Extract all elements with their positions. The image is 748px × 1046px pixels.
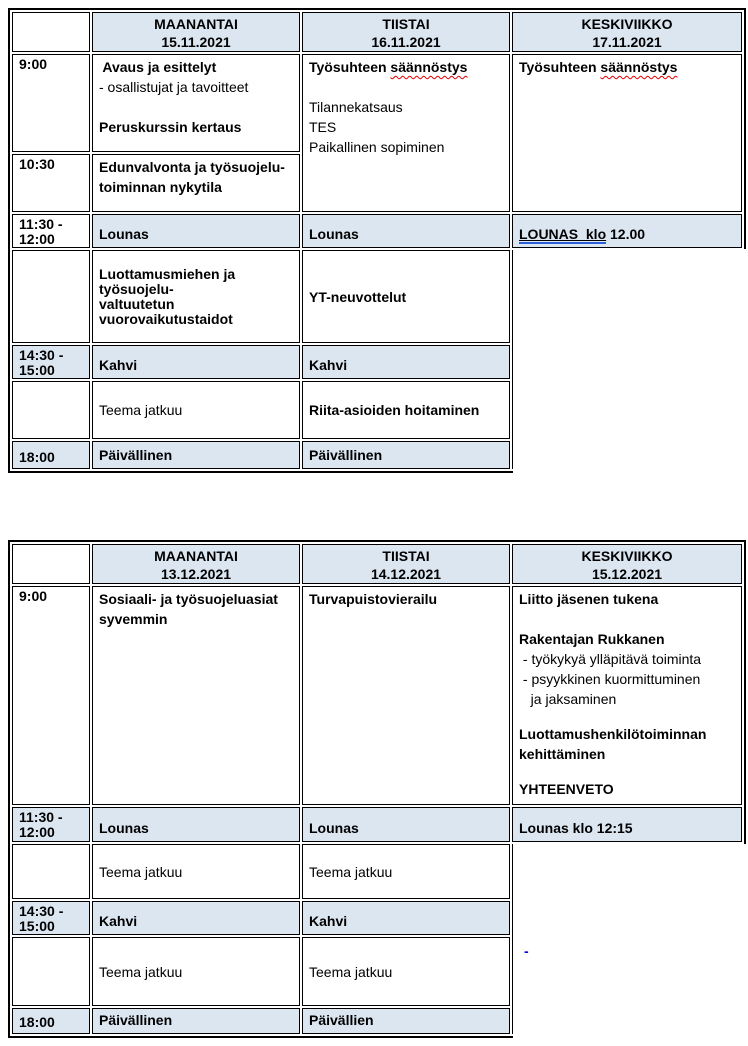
time-label: 9:00 [19,588,48,604]
cell-tuesday-lunch [302,214,510,248]
cell-monday-advocacy [92,154,300,212]
day-date: 17.11.2021 [592,34,662,50]
schedule-table-week1 [8,8,746,473]
day-name: MAANANTAI [154,548,238,564]
cell-tuesday-dinner [302,1008,510,1034]
corner-cell [12,544,90,584]
cell-monday-dinner [92,441,300,469]
cell-tuesday-topic [302,54,510,212]
cell-monday-pm2 [92,937,300,1006]
meal-label: Päivällinen [99,1012,173,1028]
day-date: 15.11.2021 [161,34,231,50]
time-label: 10:30 [19,156,55,172]
table-border-left [8,8,10,473]
cell-tuesday-pm1 [302,844,510,899]
time-cell-coffee [12,345,90,379]
session-title: Luottamushenkilötoiminnan [519,726,707,742]
meal-label: Lounas [99,226,149,242]
session-title: Avaus ja esittelyt [99,59,217,75]
session-title: työsuojelu- [99,280,174,297]
day-name: KESKIVIIKKO [581,548,673,564]
cell-tuesday-topic [302,586,510,805]
table-border-bottom [8,471,513,473]
cell-tuesday-pm2 [302,937,510,1006]
corner-cell [12,12,90,52]
misspelled-word: säännöstys [600,59,678,75]
cell-tuesday-coffee [302,345,510,379]
meal-label: Kahvi [99,913,138,929]
cell-monday-coffee [92,345,300,379]
session-title: kehittäminen [519,746,606,762]
session-title: Sosiaali- ja työsuojeluasiat [99,591,278,607]
meal-label: Kahvi [309,913,348,929]
meal-label: Päivällien [309,1012,374,1028]
time-cell-dinner [12,1008,90,1034]
cell-wednesday-lunch [512,807,742,842]
session-subitem: - osallistujat ja tavoitteet [99,79,249,95]
session-title: toiminnan nykytila [99,179,222,195]
session-title: Edunvalvonta ja työsuojelu- [99,159,285,175]
cell-monday-pm1 [92,844,300,899]
session-item: Teema jatkuu [309,963,393,980]
spacer [519,609,735,629]
session-item: - psyykkinen kuormittuminen [519,671,701,687]
week2-grid [8,540,746,1038]
header-cell-tuesday [302,544,510,584]
meal-label: Lounas [309,226,359,242]
day-name: TIISTAI [382,548,430,564]
session-title: Liitto jäsenen tukena [519,591,659,607]
time-label: 12:00 [19,824,55,840]
meal-label: Päivällinen [99,447,173,463]
session-title: Rakentajan Rukkanen [519,631,665,647]
cell-monday-topic [92,586,300,805]
time-label: 14:30 - [19,903,64,919]
schedule-table-week2 [8,540,746,1038]
cell-wednesday-program [512,586,742,805]
meal-label: Lounas [309,820,359,836]
time-label: 18:00 [19,1014,55,1030]
session-title: YT-neuvottelut [309,288,407,305]
spacer [309,77,503,97]
header-cell-wednesday [512,12,742,52]
day-date: 14.12.2021 [370,566,442,582]
session-title: syvemmin [99,611,168,627]
day-date: 13.12.2021 [160,566,232,582]
session-title: Riita-asioiden hoitaminen [309,402,480,418]
day-name: KESKIVIIKKO [581,16,673,32]
session-item: Teema jatkuu [99,402,183,418]
day-name: TIISTAI [382,16,430,32]
cell-monday-afternoon [92,381,300,439]
empty-cell [12,844,90,899]
session-item: TES [309,119,337,135]
spacer [519,764,735,779]
time-label: 9:00 [19,56,48,72]
time-cell-1030 [12,154,90,212]
cell-monday-lunch [92,214,300,248]
session-title: Turvapuistovierailu [309,591,438,607]
header-cell-tuesday [302,12,510,52]
session-item: Teema jatkuu [99,863,183,880]
time-cell-lunch [12,807,90,842]
spacer [519,709,735,724]
cell-wednesday-lunch [512,214,742,248]
table-border-left [8,540,10,1038]
dash-note: - [524,943,529,959]
session-item: Teema jatkuu [99,963,183,980]
session-title: vuorovaikutustaidot [99,310,233,327]
week1-grid [8,8,746,473]
cell-monday-dinner [92,1008,300,1034]
cell-monday-interaction [92,250,300,343]
table-border-right [744,8,746,249]
open-cell-wednesday [512,844,742,1034]
time-label: 12:00 [19,231,55,247]
session-item: Tilannekatsaus [309,99,403,115]
time-label: 11:30 - [19,216,63,232]
time-label: 14:30 - [19,347,64,363]
time-label: 15:00 [19,918,55,934]
day-name: MAANANTAI [154,16,238,32]
session-title [309,57,503,77]
open-cell-wednesday [512,250,742,469]
meal-label [519,224,735,244]
cell-monday-opening [92,54,300,152]
empty-cell [12,937,90,1006]
time-label: 11:30 - [19,809,63,825]
meal-label: Päivällinen [309,447,383,463]
cell-monday-coffee [92,901,300,935]
cell-tuesday-disputes [302,381,510,439]
misspelled-word: säännöstys [390,59,468,75]
day-date: 15.12.2021 [591,566,663,582]
cell-tuesday-lunch [302,807,510,842]
cell-tuesday-dinner [302,441,510,469]
meal-label: Lounas [99,820,149,836]
session-item: Teema jatkuu [309,863,393,880]
cell-wednesday-topic [512,54,742,212]
cell-tuesday-negotiations [302,250,510,343]
day-date: 16.11.2021 [371,34,441,50]
empty-cell [12,250,90,343]
empty-cell [12,381,90,439]
meal-label: Kahvi [309,357,348,373]
meal-time: 12.00 [606,226,646,242]
header-cell-wednesday [512,544,742,584]
header-cell-monday [92,544,300,584]
time-cell-900 [12,54,90,152]
table-border-bottom [8,1036,513,1038]
cell-monday-lunch [92,807,300,842]
topic-text: Työsuhteen [519,59,601,75]
spacer [99,97,293,117]
session-title: Peruskurssin kertaus [99,119,242,135]
header-cell-monday [92,12,300,52]
meal-label: Kahvi [99,357,138,373]
session-title [519,57,735,77]
time-cell-900 [12,586,90,805]
grammar-flagged-text: LOUNAS klo [519,226,607,242]
session-item: ja jaksaminen [519,691,617,707]
time-cell-lunch [12,214,90,248]
topic-text: Työsuhteen [309,59,391,75]
cell-tuesday-coffee [302,901,510,935]
table-border-top [8,8,746,10]
session-title: YHTEENVETO [519,781,614,797]
session-item: - työkykyä ylläpitävä toiminta [519,651,702,667]
table-border-top [8,540,746,542]
time-cell-coffee [12,901,90,935]
session-item: Paikallinen sopiminen [309,139,445,155]
session-title: Luottamusmiehen ja [99,265,236,282]
session-title: valtuutetun [99,295,175,312]
meal-label: Lounas klo 12:15 [519,820,633,836]
table-border-right [744,540,746,844]
time-cell-dinner [12,441,90,469]
time-label: 15:00 [19,362,55,378]
time-label: 18:00 [19,449,55,465]
